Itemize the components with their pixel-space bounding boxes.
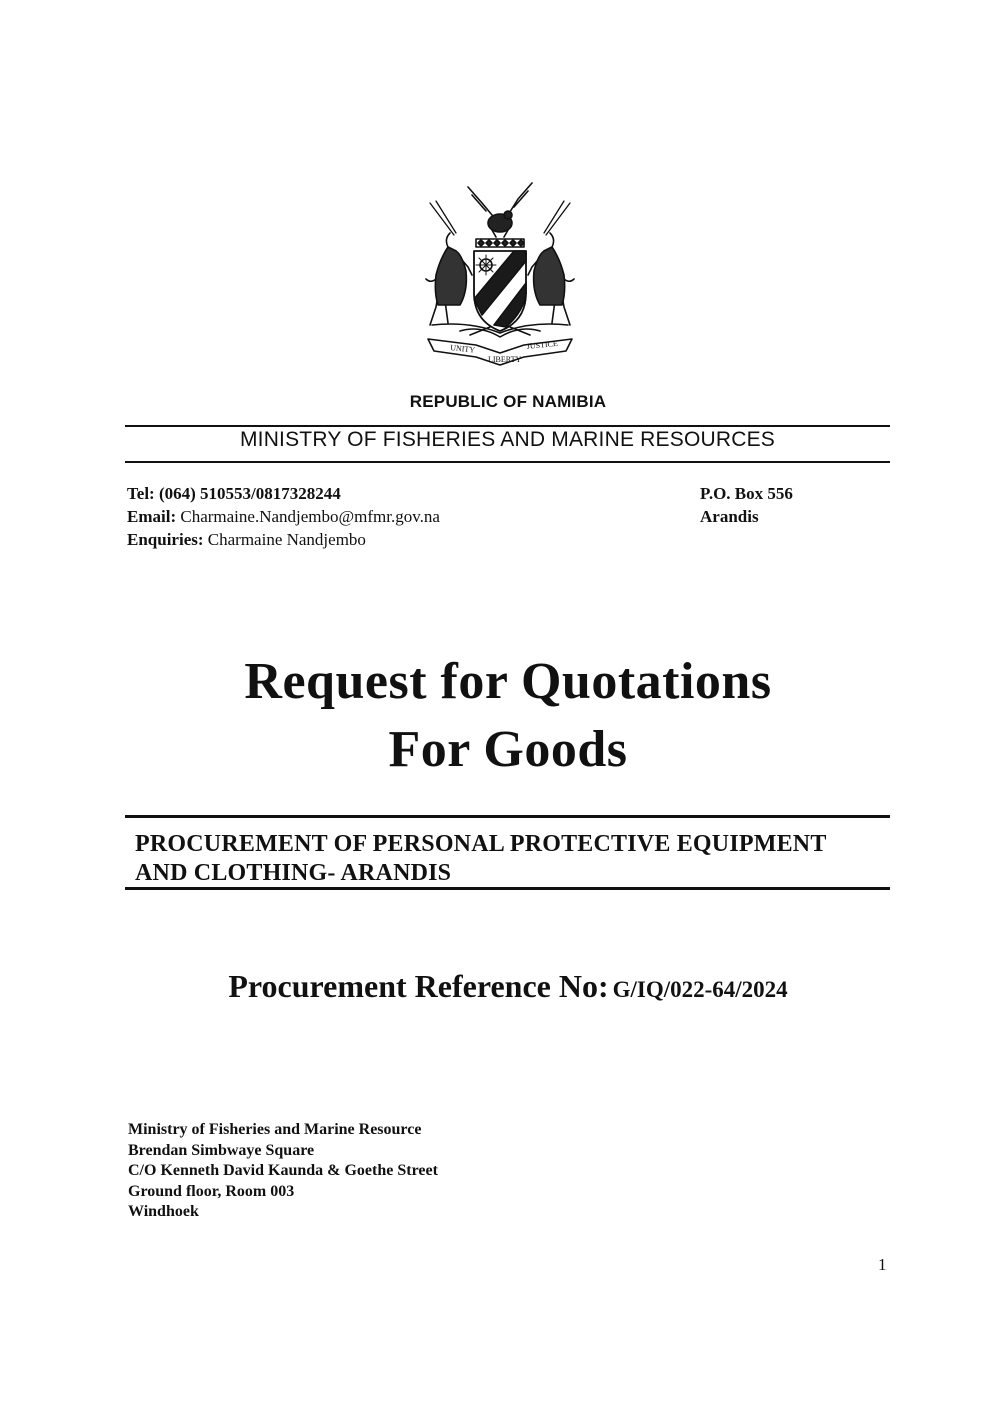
namibia-coat-of-arms-icon <box>410 175 590 370</box>
motto-justice: JUSTICE <box>526 338 559 351</box>
enquiries-value: Charmaine Nandjembo <box>207 530 366 549</box>
tel-label: Tel: <box>127 484 155 503</box>
email-line <box>127 505 440 528</box>
tel-value: (064) 510553/0817328244 <box>158 484 341 503</box>
po-box: P.O. Box 556 <box>700 484 793 503</box>
header-bottom-rule <box>125 461 890 463</box>
subject-bottom-rule <box>125 887 890 890</box>
header-top-rule <box>125 425 890 427</box>
reference-label: Procurement Reference No: <box>228 968 609 1004</box>
motto-liberty: LIBERTY <box>488 355 522 364</box>
town: Arandis <box>700 507 759 526</box>
postal-address <box>700 482 793 528</box>
enquiries-label: Enquiries: <box>127 530 204 549</box>
contact-details <box>127 482 440 551</box>
document-title-line1: Request for Quotations <box>244 653 772 710</box>
document-title-line2: For Goods <box>388 721 628 778</box>
email-label: Email: <box>127 507 177 526</box>
reference-number: G/IQ/022-64/2024 <box>612 977 788 1002</box>
ministry-address <box>128 1120 438 1223</box>
address-line: C/O Kenneth David Kaunda & Goethe Street <box>128 1162 438 1179</box>
page-number: 1 <box>878 1255 887 1274</box>
subject-line1: PROCUREMENT OF PERSONAL PROTECTIVE EQUIPMENT <box>135 831 827 857</box>
subject-top-rule <box>125 815 890 818</box>
ministry-heading: MINISTRY OF FISHERIES AND MARINE RESOURCES <box>239 428 776 451</box>
subject-line2: AND CLOTHING- ARANDIS <box>135 860 452 886</box>
procurement-reference <box>0 968 1000 1005</box>
motto-unity: UNITY <box>449 343 476 355</box>
address-line: Windhoek <box>128 1203 199 1220</box>
email-value: Charmaine.Nandjembo@mfmr.gov.na <box>180 507 440 526</box>
procurement-subject <box>135 830 827 888</box>
address-line: Ground floor, Room 003 <box>128 1182 295 1200</box>
enquiries-line <box>127 528 440 551</box>
republic-heading: REPUBLIC OF NAMIBIA <box>409 392 607 411</box>
address-line: Brendan Simbwaye Square <box>128 1141 315 1159</box>
address-line: Ministry of Fisheries and Marine Resource <box>128 1121 422 1138</box>
tel-line <box>127 482 440 505</box>
